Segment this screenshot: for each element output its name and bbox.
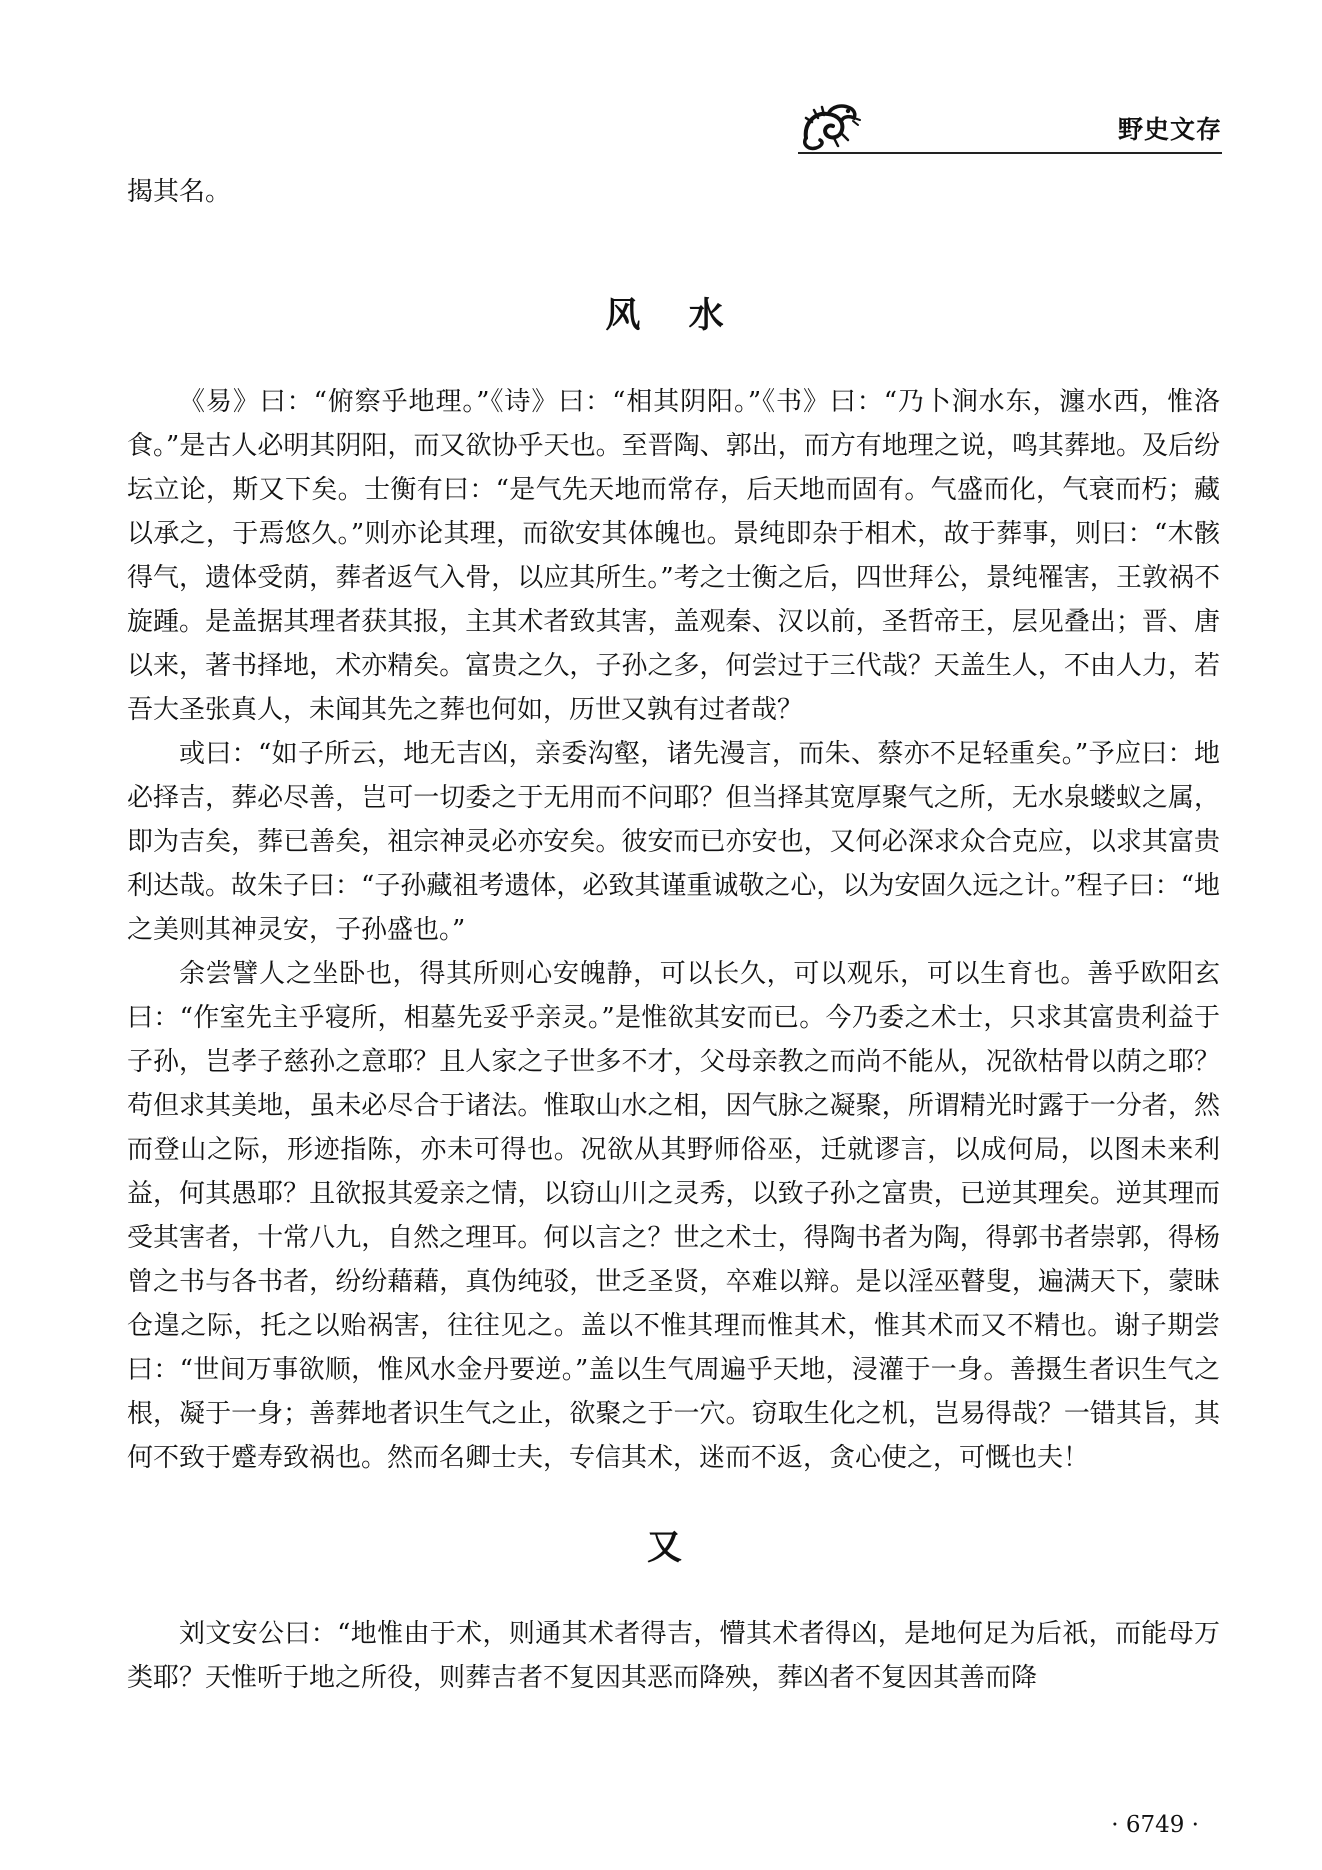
page-number: · 6749 ·	[1111, 1812, 1199, 1838]
paragraph: 或曰：“如子所云，地无吉凶，亲委沟壑，诸先漫言，而朱、蔡亦不足轻重矣。”予应曰：地必择吉，葬必尽善，岂可一切委之于无用而不问耶？但当择其宽厚聚气之所，无水泉蝼蚁之属，即为吉矣，葬已善矣，祖宗神灵必亦安矣。彼安而已亦安也，又何必深求众合克应，以求其富贵利达哉。故朱子曰：“子孙藏祖考遗体，必致其谨重诚敬之心，以为安固久远之计。”程子曰：“地之美则其神灵安，子孙盛也。”	[127, 739, 1220, 945]
paragraph: 《易》曰：“俯察乎地理。”《诗》曰：“相其阴阳。”《书》曰：“乃卜涧水东，瀍水西，惟洛食。”是古人必明其阴阳，而又欲协乎天也。至晋陶、郭出，而方有地理之说，鸣其葬地。及后纷坛立论，斯又下矣。士衡有曰：“是气先天地而常存，后天地而固有。气盛而化，气衰而朽；藏以承之，于焉悠久。”则亦论其理，而欲安其体魄也。景纯即杂于相术，故于葬事，则曰：“木骸得气，遗体受荫，葬者返气入骨，以应其所生。”考之士衡之后，四世拜公，景纯罹害，王敦祸不旋踵。是盖据其理者获其报，主其术者致其害，盖观秦、汉以前，圣哲帝王，层见叠出；晋、唐以来，著书择地，术亦精矣。富贵之久，子孙之多，何尝过于三代哉？天盖生人，不由人力，若吾大圣张真人，未闻其先之葬也何如，历世又孰有过者哉？	[127, 387, 1220, 725]
dragon-icon	[798, 98, 862, 154]
section-title-fengshui: 风 水	[605, 295, 742, 336]
section-title-you: 又	[646, 1527, 700, 1568]
paragraph: 余尝譬人之坐卧也，得其所则心安魄静，可以长久，可以观乐，可以生育也。善乎欧阳玄曰：“作室先主乎寝所，相墓先妥乎亲灵。”是惟欲其安而已。今乃委之术士，只求其富贵利益于子孙，岂孝子慈孙之意耶？且人家之子世多不才，父母亲教之而尚不能从，况欲枯骨以荫之耶？苟但求其美地，虽未必尽合于诸法。惟取山水之相，因气脉之凝聚，所谓精光时露于一分者，然而登山之际，形迹指陈，亦未可得也。况欲从其野师俗巫，迁就谬言，以成何局，以图未来利益，何其愚耶？且欲报其爱亲之情，以窃山川之灵秀，以致子孙之富贵，已逆其理矣。逆其理而受其害者，十常八九，自然之理耳。何以言之？世之术士，得陶书者为陶，得郭书者崇郭，得杨曾之书与各书者，纷纷藉藉，真伪纯驳，世乏圣贤，卒难以辩。是以淫巫瞽叟，遍满天下，蒙昧仓遑之际，托之以贻祸害，往往见之。盖以不惟其理而惟其术，惟其术而又不精也。谢子期尝曰：“世间万事欲顺，惟风水金丹要逆。”盖以生气周遍乎天地，浸灌于一身。善摄生者识生气之根，凝于一身；善葬地者识生气之止，欲聚之于一穴。窃取生化之机，岂易得哉？一错其旨，其何不致于蹙寿致祸也。然而名卿士夫，专信其术，迷而不返，贪心使之，可慨也夫！	[127, 959, 1220, 1473]
paragraph: 刘文安公曰：“地惟由于术，则通其术者得吉，懵其术者得凶，是地何足为后祇，而能母万类耶？天惟听于地之所役，则葬吉者不复因其恶而降殃，葬凶者不复因其善而降	[127, 1619, 1220, 1693]
running-header	[798, 98, 1222, 154]
running-header-title: 野史文存	[1117, 115, 1222, 144]
page-content	[127, 170, 1220, 1700]
continued-line: 揭其名。	[127, 177, 232, 207]
header-rule	[798, 152, 1222, 154]
